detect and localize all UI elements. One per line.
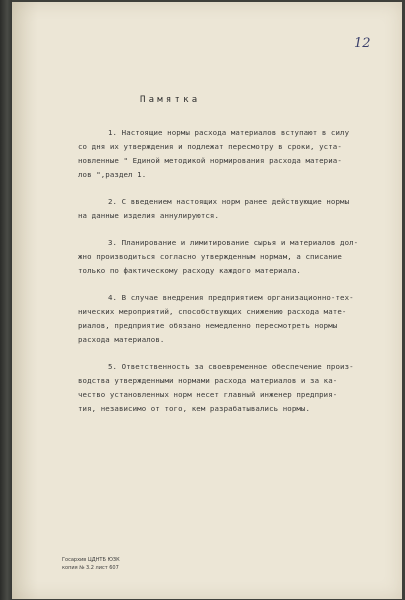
paragraph-5-line-2: водства утвержденными нормами расхода материалов и за ка- — [78, 376, 338, 385]
archive-stamp-line-1: Госархив ЦДНТБ ЮЗК — [62, 557, 120, 563]
paragraph-5-line-4: тия, независимо от того, кем разрабатывались нормы. — [78, 404, 311, 413]
document-title: Памятка — [140, 95, 201, 105]
paragraph-3-line-1: 3. Планирование и лимитирование сырья и материалов дол- — [108, 238, 359, 247]
paragraph-4-line-1: 4. В случае внедрения предприятием организационно-тех- — [108, 293, 354, 302]
paragraph-5-line-1: 5. Ответственность за своевременное обеспечение произ- — [108, 362, 354, 371]
paragraph-4-line-3: риалов, предприятие обязано немедленно пересмотреть нормы — [78, 321, 338, 330]
paragraph-4-line-2: нических мероприятий, способствующих снижению расхода мате- — [78, 307, 347, 316]
paragraph-2-line-1: 2. С введением настоящих норм ранее действующие нормы — [108, 197, 350, 206]
paragraph-2-line-2: на данные изделия аннулируются. — [78, 211, 220, 220]
document-page — [12, 2, 402, 599]
paragraph-3-line-3: только по фактическому расходу каждого материала. — [78, 266, 301, 275]
paragraph-1-line-4: лов ",раздел 1. — [78, 170, 147, 179]
archive-stamp-line-2: копия № 3.2 лист 607 — [62, 565, 119, 571]
paragraph-1-line-1: 1. Настоящие нормы расхода материалов вступают в силу — [108, 128, 350, 137]
paragraph-5-line-3: чество установленных норм несет главный инженер предприя- — [78, 390, 338, 399]
paragraph-1-line-2: со дня их утверждения и подлежат пересмотру в сроки, уста- — [78, 142, 342, 151]
page-number: 12 — [354, 36, 371, 51]
paragraph-4-line-4: расхода материалов. — [78, 335, 165, 344]
paragraph-1-line-3: новленные " Единой методикой нормирования расхода материа- — [78, 156, 342, 165]
paragraph-3-line-2: жно производиться согласно утвержденным нормам, а списание — [78, 252, 342, 261]
archive-binding-edge — [0, 0, 12, 600]
